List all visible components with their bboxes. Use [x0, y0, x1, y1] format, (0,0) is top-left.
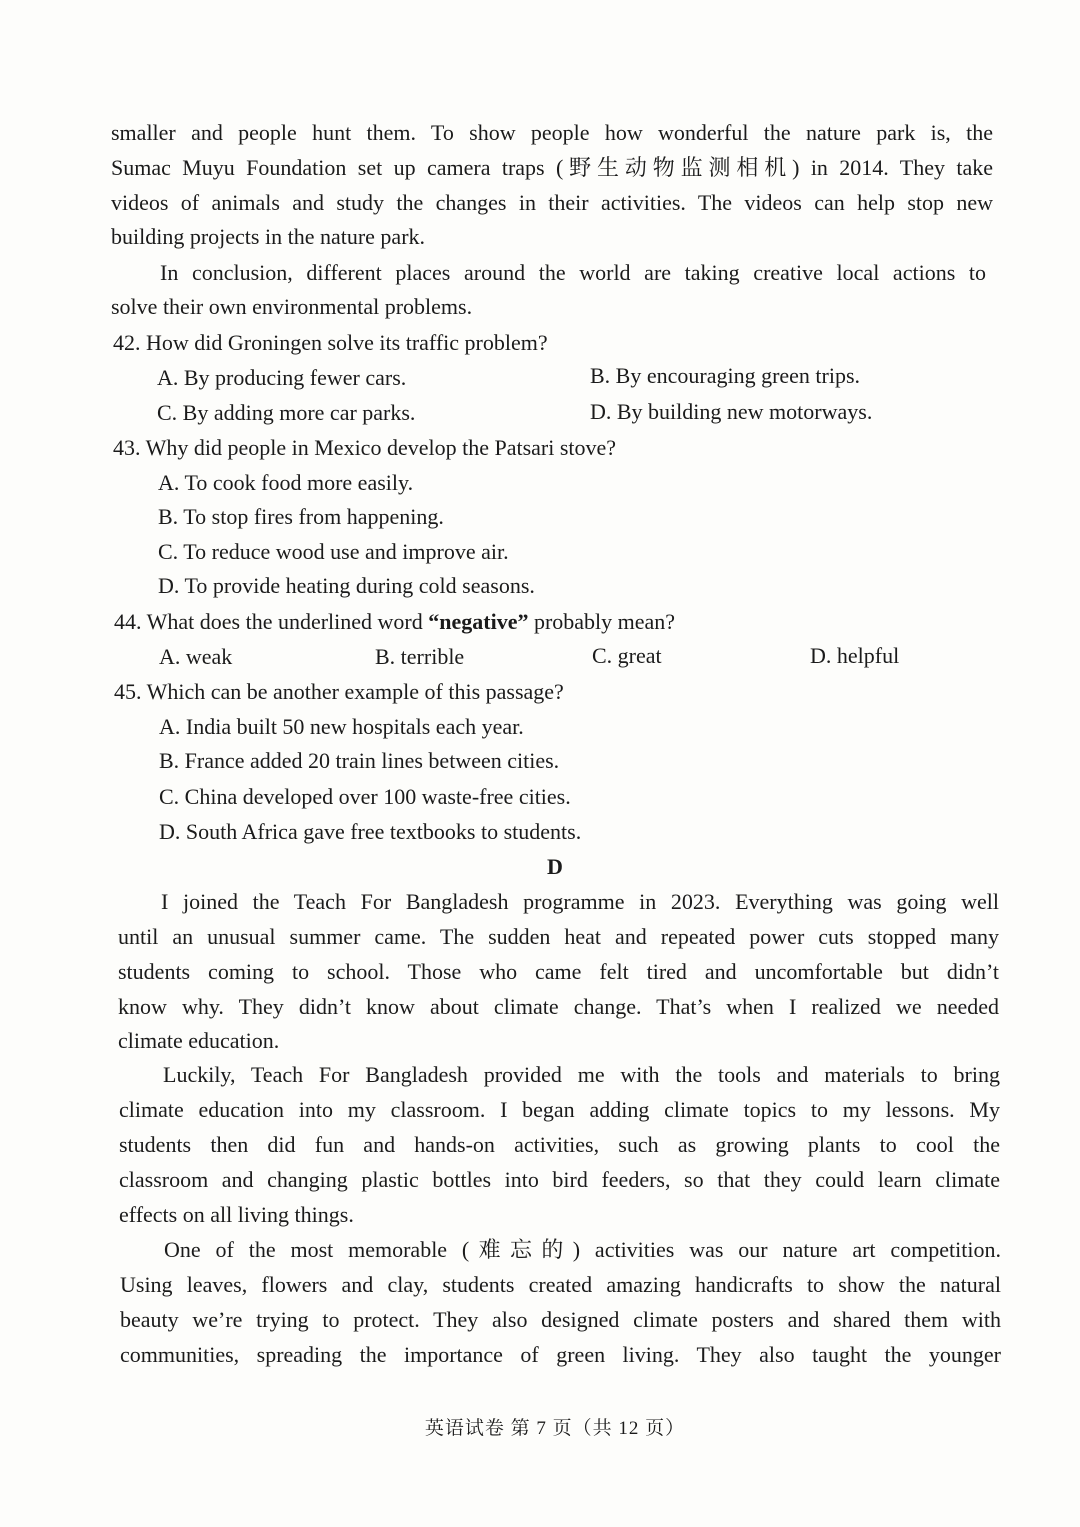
option-d: D. To provide heating during cold seasons. [158, 573, 535, 598]
option-d: D. By building new motorways. [590, 399, 873, 424]
paragraph-line: beauty we’re trying to protect. They also designed climate posters and shared them with [120, 1307, 1001, 1332]
question-number: 43. [113, 435, 141, 460]
question-stem-end: probably mean? [528, 609, 676, 634]
option-b: B. To stop fires from happening. [158, 504, 444, 529]
question-45 [114, 677, 564, 707]
question-43 [113, 433, 616, 463]
page-footer: 英语试卷 第 7 页（共 12 页） [424, 1418, 686, 1439]
paragraph-line: Using leaves, flowers and clay, students created amazing handicrafts to show the natural [120, 1272, 1001, 1297]
option-a: A. India built 50 new hospitals each year. [159, 714, 524, 739]
paragraph-line: climate education into my classroom. I began adding climate topics to my lessons. My [119, 1097, 1000, 1122]
question-44 [114, 607, 675, 637]
question-number: 44. [114, 609, 142, 634]
passage-line: Sumac Muyu Foundation set up camera traps (野生动物监测相机) in 2014. They take [111, 155, 993, 180]
passage-line: building projects in the nature park. [111, 224, 426, 249]
paragraph-line: Luckily, Teach For Bangladesh provided me with the tools and materials to bring [163, 1062, 1000, 1087]
paragraph-line: students then did fun and hands-on activities, such as growing plants to cool the [119, 1132, 1000, 1157]
option-c: C. great [592, 643, 662, 668]
question-stem: How did Groningen solve its traffic problem? [146, 330, 548, 355]
question-stem: Which can be another example of this passage? [146, 679, 564, 704]
conclusion-line: solve their own environmental problems. [111, 294, 473, 319]
option-c: C. By adding more car parks. [157, 400, 416, 425]
section-heading: D [547, 854, 563, 879]
option-a: A. weak [159, 644, 233, 669]
question-number: 45. [114, 679, 142, 704]
paragraph-line: effects on all living things. [119, 1202, 354, 1227]
conclusion-line: In conclusion, different places around the world are taking creative local actions to [160, 260, 986, 285]
paragraph-line: I joined the Teach For Bangladesh programme in 2023. Everything was going well [161, 889, 999, 914]
option-a: A. To cook food more easily. [158, 470, 414, 495]
paragraph-line: know why. They didn’t know about climate change. That’s when I realized we needed [118, 994, 999, 1019]
question-number: 42. [113, 330, 141, 355]
passage-line: smaller and people hunt them. To show people how wonderful the nature park is, the [111, 120, 993, 145]
paragraph-line: classroom and changing plastic bottles into bird feeders, so that they could learn climate [119, 1167, 1000, 1192]
keyword: “negative” [428, 609, 529, 634]
option-b: B. France added 20 train lines between cities. [159, 748, 560, 773]
question-stem: Why did people in Mexico develop the Patsari stove? [145, 435, 617, 460]
option-b: B. terrible [375, 644, 465, 669]
paragraph-line: One of the most memorable (难忘的) activities was our nature art competition. [164, 1237, 1001, 1262]
paragraph-line: students coming to school. Those who came felt tired and uncomfortable but didn’t [118, 959, 999, 984]
option-b: B. By encouraging green trips. [590, 363, 861, 388]
paragraph-line: communities, spreading the importance of green living. They also taught the younger [120, 1342, 1001, 1367]
option-a: A. By producing fewer cars. [157, 365, 407, 390]
paragraph-line: until an unusual summer came. The sudden heat and repeated power cuts stopped many [118, 924, 999, 949]
question-42 [113, 328, 548, 358]
passage-line: videos of animals and study the changes in their activities. The videos can help stop new [111, 190, 993, 215]
option-d: D. South Africa gave free textbooks to students. [159, 819, 582, 844]
option-c: C. To reduce wood use and improve air. [158, 539, 509, 564]
option-d: D. helpful [810, 643, 900, 668]
option-c: C. China developed over 100 waste-free cities. [159, 784, 571, 809]
paragraph-line: climate education. [118, 1028, 280, 1053]
question-stem: What does the underlined word [146, 609, 429, 634]
